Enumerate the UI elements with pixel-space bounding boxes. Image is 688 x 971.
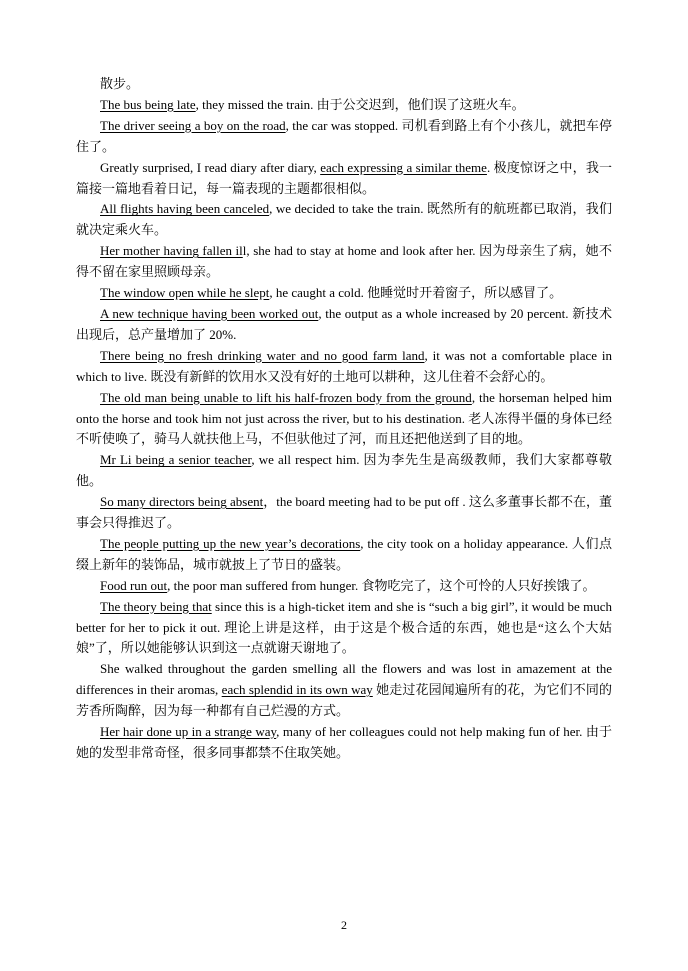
text-segment: . 极度惊讶之中，我一篇接一篇地看着日记，每一篇表现的主题都很相似。 [76, 159, 612, 196]
text-segment: 散步。 [100, 76, 140, 91]
text-segment: , we decided to take the train. 既然所有的航班都已取消，我们就决定乘火车。 [76, 201, 612, 238]
text-segment: , the output as a whole increased by 20 percent. 新技术出现后，总产量增加了 20%. [76, 305, 612, 342]
underlined-phrase: There being no fresh drinking water and no good farm land [100, 347, 425, 363]
paragraph [76, 534, 612, 576]
paragraph [76, 158, 612, 200]
document-body [76, 74, 612, 764]
underlined-phrase: Her mother having fallen il [100, 243, 243, 259]
underlined-phrase: Food run out [100, 577, 168, 593]
paragraph [76, 722, 612, 764]
paragraph [76, 346, 612, 388]
underlined-phrase: Her hair done up in a strange way [100, 724, 277, 740]
text-segment: , the poor man suffered from hunger. 食物吃完了，这个可怜的人只好挨饿了。 [167, 577, 596, 593]
text-segment: , it was not a comfortable place in which to live. 既没有新鲜的饮用水又没有好的土地可以耕种，这儿住着不会舒心的。 [76, 347, 612, 384]
paragraph [76, 304, 612, 346]
paragraph [76, 450, 612, 492]
underlined-phrase: each expressing a similar theme [320, 159, 487, 175]
underlined-phrase: The people putting up the new year’s decorations [100, 535, 361, 551]
paragraph [76, 659, 612, 722]
underlined-phrase: The window open while he slept [100, 285, 270, 301]
paragraph [76, 597, 612, 660]
paragraph [76, 283, 612, 304]
text-segment: , the city took on a holiday appearance. 人们点缀上新年的装饰品，城市就披上了节日的盛装。 [76, 535, 613, 572]
text-segment: She walked throughout the garden smelling all the flowers and was lost in amazement at the differences in their aromas, [76, 661, 612, 698]
text-segment: , many of her colleagues could not help making fun of her. 由于她的发型非常奇怪，很多同事都禁不住取笑她。 [76, 724, 612, 760]
paragraph [76, 241, 612, 283]
underlined-phrase: So many directors being absent [100, 494, 264, 510]
underlined-phrase: The bus being late [100, 96, 196, 112]
underlined-phrase: The old man being unable to lift his half-frozen body from the ground [100, 389, 472, 405]
paragraph [76, 492, 612, 534]
underlined-phrase: The driver seeing a boy on the road [100, 117, 286, 133]
text-segment: ，the board meeting had to be put off . 这么多董事长都不在，董事会只得推迟了。 [76, 494, 613, 531]
underlined-phrase: Mr Li being a senior teacher [100, 452, 252, 468]
text-segment: 她走过花园闻遍所有的花，为它们不同的芳香所陶醉，因为每一种都有自己烂漫的方式。 [76, 682, 612, 719]
underlined-phrase: The theory being that [100, 598, 212, 614]
paragraph [76, 74, 612, 95]
text-segment: , we all respect him. 因为李先生是高级教师，我们大家都尊敬他。 [76, 452, 613, 489]
text-segment: , the car was stopped. 司机看到路上有个小孩儿，就把车停住了。 [76, 117, 612, 154]
text-segment: since this is a high-ticket item and she is “such a big girl”, it would be much better for her to pick it out. 理论上讲是这样，由于这是个极合适的东西，她也是“这么个大姑娘”了，所以她能够认识到这一点就谢天谢地了。 [76, 598, 612, 656]
text-segment: , he caught a cold. 他睡觉时开着窗子，所以感冒了。 [269, 285, 563, 301]
page-number: 2 [341, 918, 347, 932]
text-segment: l, she had to stay at home and look after her. 因为母亲生了病，她不得不留在家里照顾母亲。 [76, 243, 612, 280]
underlined-phrase: All flights having been canceled [100, 201, 270, 217]
paragraph [76, 116, 612, 158]
underlined-phrase: each splendid in its own way [221, 682, 373, 698]
text-segment: , the horseman helped him onto the horse and took him not just across the river, but to his destination. 老人冻得半僵的身体已经不听使唤了，骑马人就扶他上马，不但驮他过了河，而且还把他送到了目的地。 [76, 389, 612, 447]
paragraph [76, 199, 612, 241]
paragraph [76, 388, 612, 451]
text-segment: Greatly surprised, I read diary after diary, [100, 159, 321, 175]
paragraph [76, 576, 612, 597]
text-segment: , they missed the train. 由于公交迟到，他们误了这班火车。 [195, 96, 525, 112]
underlined-phrase: A new technique having been worked out [100, 305, 319, 321]
paragraph [76, 95, 612, 116]
